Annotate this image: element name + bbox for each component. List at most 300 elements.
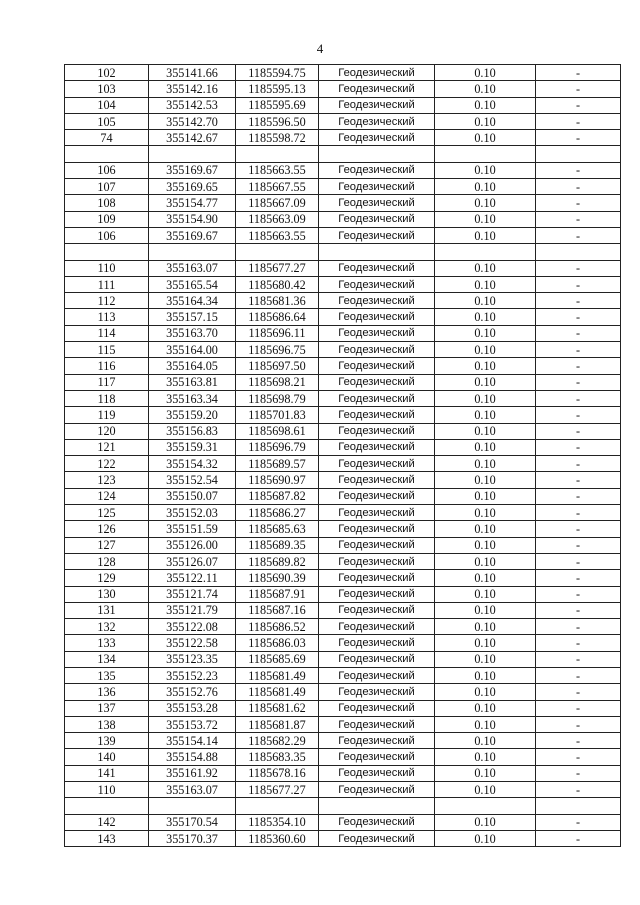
method-cell: Геодезический — [319, 342, 435, 358]
empty-cell — [236, 146, 319, 162]
y-coordinate-cell: 1185681.62 — [236, 700, 319, 716]
point-number-cell: 102 — [65, 65, 149, 81]
description-cell: - — [536, 65, 621, 81]
y-coordinate-cell: 1185686.52 — [236, 619, 319, 635]
description-cell: - — [536, 325, 621, 341]
y-coordinate-cell: 1185663.55 — [236, 162, 319, 178]
description-cell: - — [536, 765, 621, 781]
description-cell: - — [536, 814, 621, 830]
y-coordinate-cell: 1185663.55 — [236, 227, 319, 243]
y-coordinate-cell: 1185686.64 — [236, 309, 319, 325]
accuracy-cell: 0.10 — [435, 586, 536, 602]
page-number: 4 — [316, 41, 324, 56]
point-number-cell: 138 — [65, 716, 149, 732]
description-cell: - — [536, 830, 621, 846]
y-coordinate-cell: 1185698.79 — [236, 390, 319, 406]
description-cell: - — [536, 586, 621, 602]
point-number-cell: 143 — [65, 830, 149, 846]
accuracy-cell: 0.10 — [435, 81, 536, 97]
point-number-cell: 128 — [65, 553, 149, 569]
table-row — [65, 782, 621, 798]
x-coordinate-cell: 355154.88 — [149, 749, 236, 765]
method-cell: Геодезический — [319, 765, 435, 781]
description-cell: - — [536, 113, 621, 129]
method-cell: Геодезический — [319, 537, 435, 553]
description-cell: - — [536, 651, 621, 667]
point-number-cell: 117 — [65, 374, 149, 390]
point-number-cell: 118 — [65, 390, 149, 406]
accuracy-cell: 0.10 — [435, 390, 536, 406]
method-cell: Геодезический — [319, 211, 435, 227]
empty-cell — [536, 798, 621, 814]
description-cell: - — [536, 81, 621, 97]
method-cell: Геодезический — [319, 667, 435, 683]
description-cell: - — [536, 602, 621, 618]
point-number-cell: 114 — [65, 325, 149, 341]
point-number-cell: 106 — [65, 162, 149, 178]
accuracy-cell: 0.10 — [435, 374, 536, 390]
method-cell: Геодезический — [319, 407, 435, 423]
description-cell: - — [536, 390, 621, 406]
table-row — [65, 553, 621, 569]
y-coordinate-cell: 1185696.75 — [236, 342, 319, 358]
x-coordinate-cell: 355142.53 — [149, 97, 236, 113]
x-coordinate-cell: 355122.11 — [149, 570, 236, 586]
accuracy-cell: 0.10 — [435, 358, 536, 374]
x-coordinate-cell: 355154.32 — [149, 456, 236, 472]
table-row — [65, 472, 621, 488]
y-coordinate-cell: 1185682.29 — [236, 733, 319, 749]
description-cell: - — [536, 342, 621, 358]
table-row — [65, 65, 621, 81]
method-cell: Геодезический — [319, 130, 435, 146]
y-coordinate-cell: 1185681.87 — [236, 716, 319, 732]
method-cell: Геодезический — [319, 733, 435, 749]
y-coordinate-cell: 1185687.16 — [236, 602, 319, 618]
method-cell: Геодезический — [319, 472, 435, 488]
table-row — [65, 162, 621, 178]
y-coordinate-cell: 1185701.83 — [236, 407, 319, 423]
accuracy-cell: 0.10 — [435, 537, 536, 553]
point-number-cell: 109 — [65, 211, 149, 227]
point-number-cell: 110 — [65, 260, 149, 276]
accuracy-cell: 0.10 — [435, 733, 536, 749]
description-cell: - — [536, 407, 621, 423]
point-number-cell: 140 — [65, 749, 149, 765]
x-coordinate-cell: 355165.54 — [149, 276, 236, 292]
accuracy-cell: 0.10 — [435, 814, 536, 830]
x-coordinate-cell: 355169.67 — [149, 162, 236, 178]
description-cell: - — [536, 553, 621, 569]
point-number-cell: 121 — [65, 439, 149, 455]
y-coordinate-cell: 1185595.69 — [236, 97, 319, 113]
x-coordinate-cell: 355163.07 — [149, 260, 236, 276]
method-cell: Геодезический — [319, 293, 435, 309]
accuracy-cell: 0.10 — [435, 765, 536, 781]
accuracy-cell: 0.10 — [435, 570, 536, 586]
empty-cell — [536, 244, 621, 260]
empty-cell — [435, 146, 536, 162]
table-row — [65, 488, 621, 504]
table-row — [65, 293, 621, 309]
x-coordinate-cell: 355121.74 — [149, 586, 236, 602]
description-cell: - — [536, 130, 621, 146]
table-row — [65, 179, 621, 195]
description-cell: - — [536, 97, 621, 113]
point-number-cell: 134 — [65, 651, 149, 667]
table-row — [65, 423, 621, 439]
x-coordinate-cell: 355163.34 — [149, 390, 236, 406]
x-coordinate-cell: 355121.79 — [149, 602, 236, 618]
table-row — [65, 342, 621, 358]
point-number-cell: 120 — [65, 423, 149, 439]
method-cell: Геодезический — [319, 374, 435, 390]
table-row — [65, 651, 621, 667]
point-number-cell: 103 — [65, 81, 149, 97]
table-row — [65, 602, 621, 618]
method-cell: Геодезический — [319, 276, 435, 292]
method-cell: Геодезический — [319, 488, 435, 504]
y-coordinate-cell: 1185598.72 — [236, 130, 319, 146]
empty-cell — [236, 798, 319, 814]
table-row — [65, 227, 621, 243]
accuracy-cell: 0.10 — [435, 782, 536, 798]
y-coordinate-cell: 1185678.16 — [236, 765, 319, 781]
y-coordinate-cell: 1185696.79 — [236, 439, 319, 455]
point-number-cell: 111 — [65, 276, 149, 292]
table-row — [65, 521, 621, 537]
accuracy-cell: 0.10 — [435, 276, 536, 292]
empty-cell — [536, 146, 621, 162]
y-coordinate-cell: 1185689.35 — [236, 537, 319, 553]
x-coordinate-cell: 355159.20 — [149, 407, 236, 423]
method-cell: Геодезический — [319, 65, 435, 81]
y-coordinate-cell: 1185667.09 — [236, 195, 319, 211]
x-coordinate-cell: 355151.59 — [149, 521, 236, 537]
accuracy-cell: 0.10 — [435, 65, 536, 81]
x-coordinate-cell: 355152.23 — [149, 667, 236, 683]
method-cell: Геодезический — [319, 162, 435, 178]
method-cell: Геодезический — [319, 521, 435, 537]
method-cell: Геодезический — [319, 439, 435, 455]
point-number-cell: 126 — [65, 521, 149, 537]
accuracy-cell: 0.10 — [435, 179, 536, 195]
accuracy-cell: 0.10 — [435, 700, 536, 716]
point-number-cell: 125 — [65, 505, 149, 521]
table-row — [65, 97, 621, 113]
method-cell: Геодезический — [319, 358, 435, 374]
table-row — [65, 390, 621, 406]
empty-cell — [149, 146, 236, 162]
accuracy-cell: 0.10 — [435, 619, 536, 635]
method-cell: Геодезический — [319, 700, 435, 716]
point-number-cell: 116 — [65, 358, 149, 374]
description-cell: - — [536, 260, 621, 276]
method-cell: Геодезический — [319, 716, 435, 732]
method-cell: Геодезический — [319, 586, 435, 602]
accuracy-cell: 0.10 — [435, 651, 536, 667]
accuracy-cell: 0.10 — [435, 325, 536, 341]
empty-cell — [319, 146, 435, 162]
contour-separator-row — [65, 146, 621, 162]
method-cell: Геодезический — [319, 570, 435, 586]
x-coordinate-cell: 355169.67 — [149, 227, 236, 243]
accuracy-cell: 0.10 — [435, 472, 536, 488]
x-coordinate-cell: 355163.81 — [149, 374, 236, 390]
empty-cell — [65, 146, 149, 162]
accuracy-cell: 0.10 — [435, 195, 536, 211]
x-coordinate-cell: 355142.70 — [149, 113, 236, 129]
description-cell: - — [536, 716, 621, 732]
x-coordinate-cell: 355169.65 — [149, 179, 236, 195]
description-cell: - — [536, 619, 621, 635]
table-row — [65, 765, 621, 781]
method-cell: Геодезический — [319, 635, 435, 651]
point-number-cell: 142 — [65, 814, 149, 830]
x-coordinate-cell: 355122.08 — [149, 619, 236, 635]
x-coordinate-cell: 355152.03 — [149, 505, 236, 521]
method-cell: Геодезический — [319, 619, 435, 635]
x-coordinate-cell: 355126.07 — [149, 553, 236, 569]
accuracy-cell: 0.10 — [435, 113, 536, 129]
description-cell: - — [536, 521, 621, 537]
point-number-cell: 122 — [65, 456, 149, 472]
description-cell: - — [536, 358, 621, 374]
x-coordinate-cell: 355157.15 — [149, 309, 236, 325]
y-coordinate-cell: 1185681.36 — [236, 293, 319, 309]
description-cell: - — [536, 635, 621, 651]
method-cell: Геодезический — [319, 830, 435, 846]
y-coordinate-cell: 1185354.10 — [236, 814, 319, 830]
x-coordinate-cell: 355122.58 — [149, 635, 236, 651]
empty-cell — [65, 244, 149, 260]
method-cell: Геодезический — [319, 684, 435, 700]
point-number-cell: 124 — [65, 488, 149, 504]
point-number-cell: 132 — [65, 619, 149, 635]
point-number-cell: 107 — [65, 179, 149, 195]
empty-cell — [65, 798, 149, 814]
description-cell: - — [536, 537, 621, 553]
description-cell: - — [536, 505, 621, 521]
x-coordinate-cell: 355150.07 — [149, 488, 236, 504]
y-coordinate-cell: 1185677.27 — [236, 782, 319, 798]
point-number-cell: 110 — [65, 782, 149, 798]
accuracy-cell: 0.10 — [435, 423, 536, 439]
description-cell: - — [536, 700, 621, 716]
x-coordinate-cell: 355152.76 — [149, 684, 236, 700]
description-cell: - — [536, 570, 621, 586]
description-cell: - — [536, 423, 621, 439]
y-coordinate-cell: 1185685.69 — [236, 651, 319, 667]
table-row — [65, 260, 621, 276]
y-coordinate-cell: 1185360.60 — [236, 830, 319, 846]
y-coordinate-cell: 1185687.91 — [236, 586, 319, 602]
table-row — [65, 570, 621, 586]
description-cell: - — [536, 195, 621, 211]
accuracy-cell: 0.10 — [435, 130, 536, 146]
method-cell: Геодезический — [319, 749, 435, 765]
accuracy-cell: 0.10 — [435, 439, 536, 455]
x-coordinate-cell: 355141.66 — [149, 65, 236, 81]
y-coordinate-cell: 1185697.50 — [236, 358, 319, 374]
y-coordinate-cell: 1185690.39 — [236, 570, 319, 586]
description-cell: - — [536, 472, 621, 488]
accuracy-cell: 0.10 — [435, 602, 536, 618]
accuracy-cell: 0.10 — [435, 635, 536, 651]
x-coordinate-cell: 355126.00 — [149, 537, 236, 553]
table-row — [65, 325, 621, 341]
y-coordinate-cell: 1185663.09 — [236, 211, 319, 227]
point-number-cell: 115 — [65, 342, 149, 358]
accuracy-cell: 0.10 — [435, 309, 536, 325]
description-cell: - — [536, 667, 621, 683]
method-cell: Геодезический — [319, 814, 435, 830]
description-cell: - — [536, 488, 621, 504]
y-coordinate-cell: 1185596.50 — [236, 113, 319, 129]
method-cell: Геодезический — [319, 113, 435, 129]
table-row — [65, 830, 621, 846]
accuracy-cell: 0.10 — [435, 227, 536, 243]
x-coordinate-cell: 355154.14 — [149, 733, 236, 749]
accuracy-cell: 0.10 — [435, 342, 536, 358]
empty-cell — [149, 798, 236, 814]
description-cell: - — [536, 293, 621, 309]
table-row — [65, 749, 621, 765]
table-row — [65, 81, 621, 97]
method-cell: Геодезический — [319, 602, 435, 618]
accuracy-cell: 0.10 — [435, 667, 536, 683]
y-coordinate-cell: 1185698.61 — [236, 423, 319, 439]
table-row — [65, 635, 621, 651]
method-cell: Геодезический — [319, 227, 435, 243]
method-cell: Геодезический — [319, 553, 435, 569]
x-coordinate-cell: 355154.77 — [149, 195, 236, 211]
accuracy-cell: 0.10 — [435, 505, 536, 521]
description-cell: - — [536, 211, 621, 227]
table-row — [65, 211, 621, 227]
y-coordinate-cell: 1185667.55 — [236, 179, 319, 195]
coordinates-table — [64, 64, 621, 847]
point-number-cell: 119 — [65, 407, 149, 423]
table-row — [65, 700, 621, 716]
table-row — [65, 113, 621, 129]
accuracy-cell: 0.10 — [435, 293, 536, 309]
empty-cell — [319, 244, 435, 260]
x-coordinate-cell: 355153.72 — [149, 716, 236, 732]
y-coordinate-cell: 1185595.13 — [236, 81, 319, 97]
point-number-cell: 105 — [65, 113, 149, 129]
method-cell: Геодезический — [319, 260, 435, 276]
table-row — [65, 439, 621, 455]
method-cell: Геодезический — [319, 195, 435, 211]
table-row — [65, 407, 621, 423]
point-number-cell: 135 — [65, 667, 149, 683]
point-number-cell: 104 — [65, 97, 149, 113]
x-coordinate-cell: 355163.07 — [149, 782, 236, 798]
table-row — [65, 505, 621, 521]
x-coordinate-cell: 355170.54 — [149, 814, 236, 830]
point-number-cell: 113 — [65, 309, 149, 325]
y-coordinate-cell: 1185689.57 — [236, 456, 319, 472]
point-number-cell: 112 — [65, 293, 149, 309]
description-cell: - — [536, 684, 621, 700]
method-cell: Геодезический — [319, 782, 435, 798]
y-coordinate-cell: 1185687.82 — [236, 488, 319, 504]
y-coordinate-cell: 1185689.82 — [236, 553, 319, 569]
accuracy-cell: 0.10 — [435, 488, 536, 504]
table-row — [65, 358, 621, 374]
accuracy-cell: 0.10 — [435, 260, 536, 276]
table-row — [65, 195, 621, 211]
description-cell: - — [536, 733, 621, 749]
description-cell: - — [536, 782, 621, 798]
table-row — [65, 456, 621, 472]
y-coordinate-cell: 1185680.42 — [236, 276, 319, 292]
table-row — [65, 276, 621, 292]
table-row — [65, 537, 621, 553]
table-row — [65, 684, 621, 700]
point-number-cell: 74 — [65, 130, 149, 146]
x-coordinate-cell: 355159.31 — [149, 439, 236, 455]
x-coordinate-cell: 355163.70 — [149, 325, 236, 341]
description-cell: - — [536, 374, 621, 390]
method-cell: Геодезический — [319, 505, 435, 521]
accuracy-cell: 0.10 — [435, 407, 536, 423]
empty-cell — [319, 798, 435, 814]
accuracy-cell: 0.10 — [435, 553, 536, 569]
accuracy-cell: 0.10 — [435, 716, 536, 732]
y-coordinate-cell: 1185698.21 — [236, 374, 319, 390]
point-number-cell: 108 — [65, 195, 149, 211]
description-cell: - — [536, 456, 621, 472]
x-coordinate-cell: 355170.37 — [149, 830, 236, 846]
y-coordinate-cell: 1185681.49 — [236, 667, 319, 683]
table-row — [65, 667, 621, 683]
description-cell: - — [536, 276, 621, 292]
x-coordinate-cell: 355164.34 — [149, 293, 236, 309]
point-number-cell: 106 — [65, 227, 149, 243]
x-coordinate-cell: 355156.83 — [149, 423, 236, 439]
table-row — [65, 374, 621, 390]
description-cell: - — [536, 227, 621, 243]
method-cell: Геодезический — [319, 309, 435, 325]
table-row — [65, 619, 621, 635]
point-number-cell: 131 — [65, 602, 149, 618]
empty-cell — [435, 798, 536, 814]
y-coordinate-cell: 1185683.35 — [236, 749, 319, 765]
point-number-cell: 129 — [65, 570, 149, 586]
point-number-cell: 136 — [65, 684, 149, 700]
point-number-cell: 127 — [65, 537, 149, 553]
x-coordinate-cell: 355164.05 — [149, 358, 236, 374]
accuracy-cell: 0.10 — [435, 521, 536, 537]
point-number-cell: 141 — [65, 765, 149, 781]
method-cell: Геодезический — [319, 179, 435, 195]
description-cell: - — [536, 439, 621, 455]
accuracy-cell: 0.10 — [435, 97, 536, 113]
point-number-cell: 139 — [65, 733, 149, 749]
x-coordinate-cell: 355153.28 — [149, 700, 236, 716]
x-coordinate-cell: 355123.35 — [149, 651, 236, 667]
point-number-cell: 130 — [65, 586, 149, 602]
x-coordinate-cell: 355164.00 — [149, 342, 236, 358]
accuracy-cell: 0.10 — [435, 830, 536, 846]
table-row — [65, 814, 621, 830]
x-coordinate-cell: 355154.90 — [149, 211, 236, 227]
x-coordinate-cell: 355142.16 — [149, 81, 236, 97]
x-coordinate-cell: 355152.54 — [149, 472, 236, 488]
table-row — [65, 733, 621, 749]
